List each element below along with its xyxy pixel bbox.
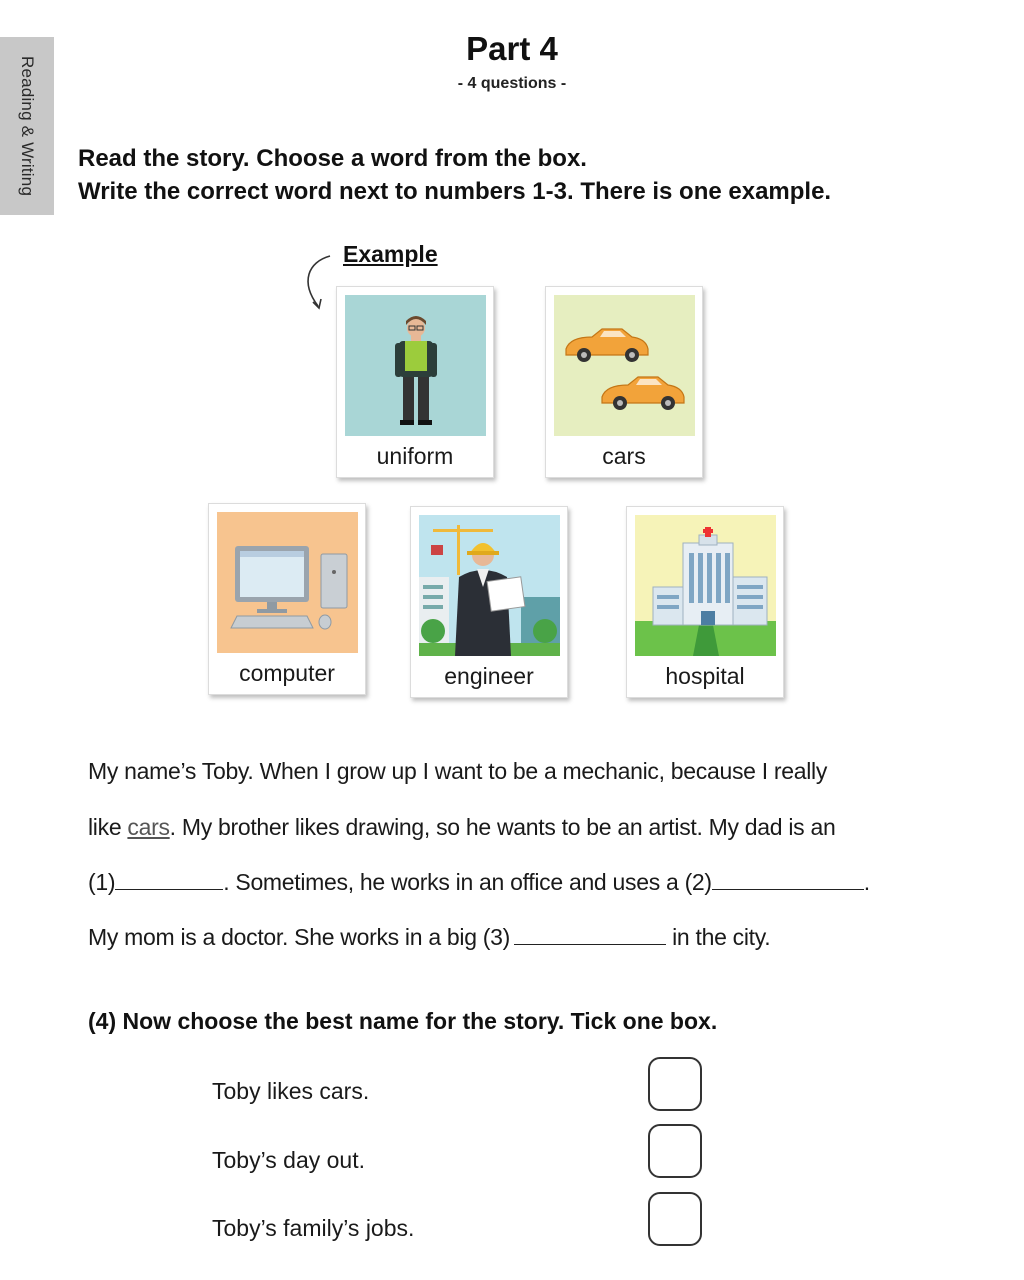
- story-text: .: [863, 869, 870, 895]
- blank-number-1: (1): [88, 869, 116, 895]
- tick-box-2[interactable]: [648, 1124, 702, 1178]
- word-card-cars: [545, 286, 703, 478]
- instruction-line-2: Write the correct word next to numbers 1-3. There is one example.: [78, 178, 832, 205]
- story-text: . Sometimes, he works in an office and uses a (2): [223, 869, 712, 895]
- cars-icon: [554, 295, 695, 436]
- hospital-icon: [635, 515, 776, 656]
- story-text: in the city.: [666, 924, 771, 950]
- story-line-4: [88, 924, 770, 951]
- option-label-1: Toby likes cars.: [212, 1078, 370, 1104]
- tick-box-3[interactable]: [648, 1192, 702, 1246]
- engineer-icon: [419, 515, 560, 656]
- word-card-uniform: [336, 286, 494, 478]
- option-label-3: Toby’s family’s jobs.: [212, 1215, 415, 1241]
- computer-icon: [217, 512, 358, 653]
- uniform-person-icon: [345, 295, 486, 436]
- story-text: like: [88, 814, 128, 840]
- story-text: . My brother likes drawing, so he wants to be an artist. My dad is an: [169, 814, 836, 840]
- word-card-label: uniform: [376, 443, 454, 469]
- option-label-2: Toby’s day out.: [212, 1147, 366, 1173]
- word-card-computer: [208, 503, 366, 695]
- tick-box-1[interactable]: [648, 1057, 702, 1111]
- story-line-1: My name’s Toby. When I grow up I want to be a mechanic, because I really: [88, 758, 828, 784]
- story-line-3: [88, 869, 870, 896]
- word-card-label: computer: [239, 660, 335, 686]
- example-label: Example: [343, 241, 438, 267]
- story-text: My mom is a doctor. She works in a big (3): [88, 924, 510, 950]
- word-card-label: hospital: [665, 663, 745, 689]
- answer-blank-1[interactable]: [115, 872, 223, 890]
- story-line-2: [88, 814, 835, 841]
- page-subtitle: - 4 questions -: [457, 75, 567, 92]
- section-tab-label: Reading & Writing: [18, 55, 37, 197]
- page-title: Part 4: [466, 30, 558, 67]
- word-card-engineer: [410, 506, 568, 698]
- question-4-prompt: (4) Now choose the best name for the story. Tick one box.: [88, 1008, 718, 1034]
- instruction-line-1: Read the story. Choose a word from the box.: [78, 145, 587, 172]
- example-answer: cars: [127, 814, 170, 840]
- word-card-label: cars: [602, 443, 646, 469]
- word-card-hospital: [626, 506, 784, 698]
- word-card-label: engineer: [444, 663, 534, 689]
- answer-blank-2[interactable]: [712, 872, 864, 890]
- answer-blank-3[interactable]: [514, 927, 666, 945]
